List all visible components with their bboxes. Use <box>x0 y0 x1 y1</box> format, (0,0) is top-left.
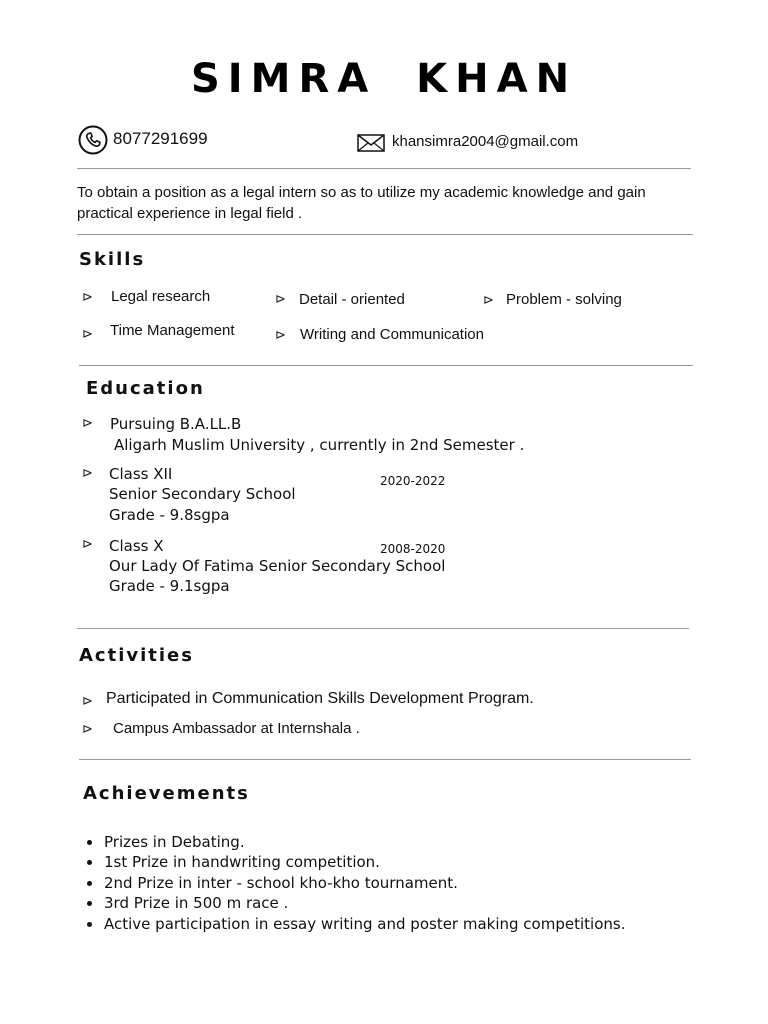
arrow-bullet-icon: ⊳ <box>82 466 93 481</box>
envelope-icon <box>357 134 385 152</box>
arrow-bullet-icon: ⊳ <box>275 328 286 343</box>
education-entry-school: Senior Secondary School <box>109 485 296 503</box>
skill-item: Legal research <box>111 288 211 305</box>
education-entry-grade: Grade - 9.1sgpa <box>109 577 230 595</box>
achievements-heading: Achievements <box>83 783 250 804</box>
arrow-bullet-icon: ⊳ <box>82 327 93 342</box>
education-entry-class: Class XII <box>109 465 173 483</box>
arrow-bullet-icon: ⊳ <box>82 537 93 552</box>
achievement-item: 2nd Prize in inter - school kho-kho tournament. <box>84 873 625 893</box>
arrow-bullet-icon: ⊳ <box>82 290 93 305</box>
activity-item: Campus Ambassador at Internshala . <box>113 720 360 737</box>
career-objective: To obtain a position as a legal intern so as to utilize my academic knowledge and gain practical experience in legal field . <box>77 184 646 222</box>
education-entry-degree: Pursuing B.A.LL.B <box>110 415 242 433</box>
achievements-list <box>84 832 625 934</box>
skill-item: Detail - oriented <box>299 291 405 308</box>
education-entry-grade: Grade - 9.8sgpa <box>109 506 230 524</box>
divider <box>79 365 693 366</box>
education-heading: Education <box>86 378 205 399</box>
achievement-item: Prizes in Debating. <box>84 832 625 852</box>
education-entry-institution: Aligarh Muslim University , currently in 2nd Semester . <box>114 436 525 454</box>
achievement-item: Active participation in essay writing and poster making competitions. <box>84 914 625 934</box>
achievement-item: 1st Prize in handwriting competition. <box>84 852 625 872</box>
education-entry-years: 2020-2022 <box>380 474 446 488</box>
activity-item: Participated in Communication Skills Development Program. <box>106 690 534 707</box>
email-address[interactable]: khansimra2004@gmail.com <box>392 133 579 150</box>
divider <box>79 759 691 760</box>
candidate-name: SIMRA KHAN <box>190 56 578 102</box>
skill-item: Writing and Communication <box>300 326 484 343</box>
arrow-bullet-icon: ⊳ <box>483 293 494 308</box>
arrow-bullet-icon: ⊳ <box>82 694 93 709</box>
phone-icon <box>78 125 108 155</box>
skills-heading: Skills <box>79 249 146 270</box>
education-entry-class: Class X <box>109 537 164 555</box>
divider <box>77 628 689 629</box>
divider <box>77 234 693 235</box>
achievement-item: 3rd Prize in 500 m race . <box>84 893 625 913</box>
arrow-bullet-icon: ⊳ <box>82 722 93 737</box>
phone-number: 8077291699 <box>113 129 208 148</box>
skill-item: Problem - solving <box>506 291 622 308</box>
arrow-bullet-icon: ⊳ <box>82 416 93 431</box>
skill-item: Time Management <box>110 322 235 339</box>
arrow-bullet-icon: ⊳ <box>275 292 286 307</box>
education-entry-years: 2008-2020 <box>380 542 446 556</box>
divider <box>77 168 691 169</box>
education-entry-school: Our Lady Of Fatima Senior Secondary School <box>109 557 446 575</box>
activities-heading: Activities <box>79 645 194 666</box>
